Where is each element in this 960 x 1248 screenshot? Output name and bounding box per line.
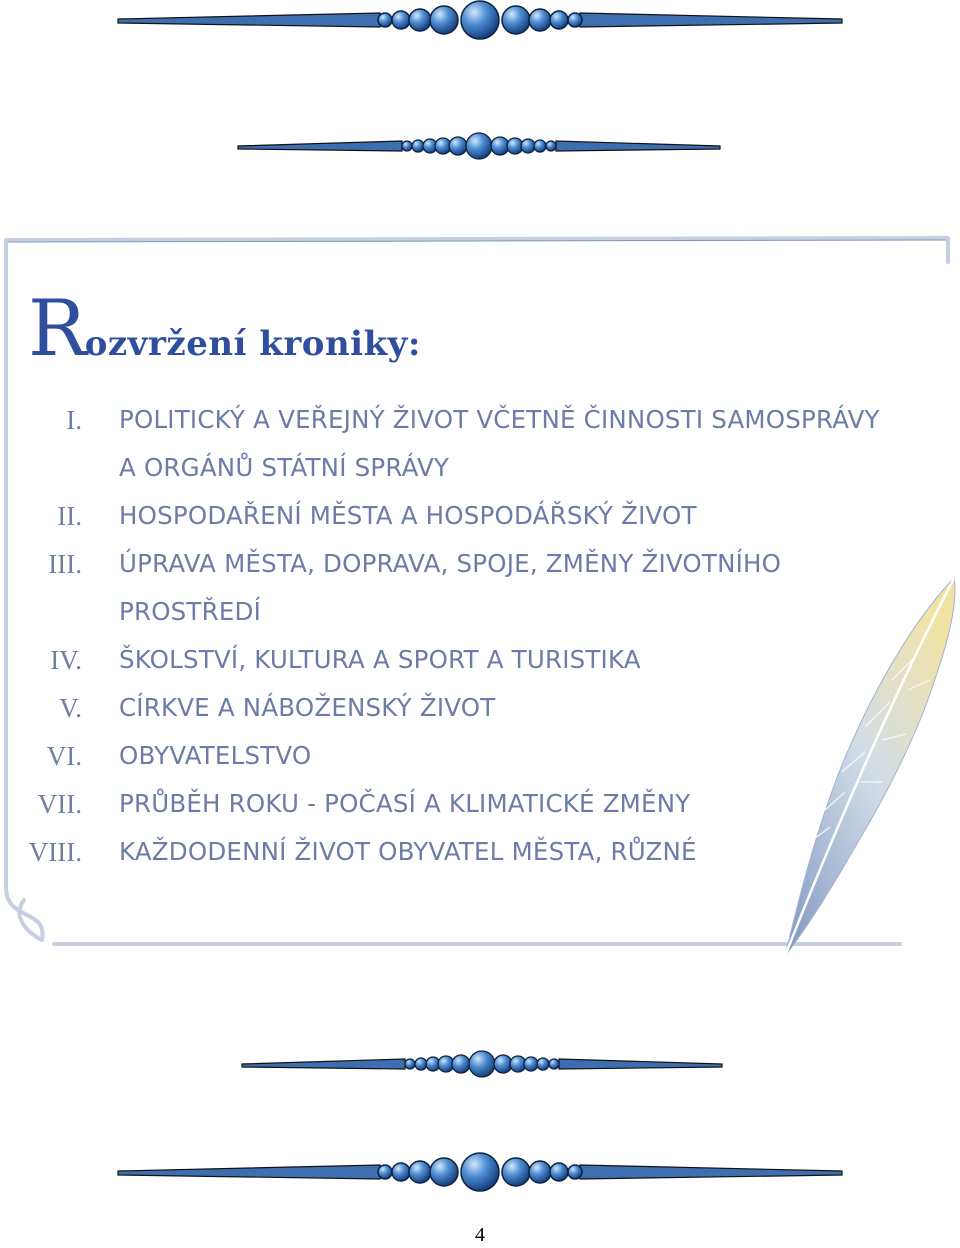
list-item (0, 540, 900, 636)
section-number: VII. (37, 789, 82, 819)
chronicle-sections-list (0, 396, 900, 876)
section-number: I. (66, 405, 82, 435)
top-ornament (0, 0, 960, 44)
chronicle-outline-title (28, 284, 421, 374)
section-title: ŠKOLSTVÍ, KULTURA A SPORT A TURISTIKA (119, 645, 641, 674)
bottom-ornament (0, 1150, 960, 1194)
list-item (0, 492, 900, 540)
title-initial: R (28, 284, 85, 374)
list-item (0, 828, 900, 876)
section-number: V. (59, 693, 82, 723)
section-title: OBYVATELSTVO (119, 741, 312, 770)
section-number: III. (48, 549, 82, 579)
section-title: ÚPRAVA MĚSTA, DOPRAVA, SPOJE, ZMĚNY ŽIVOTNÍHO PROSTŘEDÍ (119, 549, 782, 626)
bottom-ornament-small (0, 1046, 960, 1082)
page-number: 4 (475, 1224, 485, 1246)
section-title: KAŽDODENNÍ ŽIVOT OBYVATEL MĚSTA, RŮZNÉ (119, 837, 697, 866)
list-item (0, 396, 900, 492)
list-item (0, 636, 900, 684)
section-number: IV. (50, 645, 82, 675)
list-item (0, 684, 900, 732)
section-title: CÍRKVE A NÁBOŽENSKÝ ŽIVOT (119, 693, 496, 722)
section-number: II. (57, 501, 82, 531)
top-ornament-small (0, 128, 960, 164)
section-title: POLITICKÝ A VEŘEJNÝ ŽIVOT VČETNĚ ČINNOSTI SAMOSPRÁVY A ORGÁNŮ STÁTNÍ SPRÁVY (119, 405, 880, 482)
section-number: VI. (46, 741, 82, 771)
list-item (0, 732, 900, 780)
list-item (0, 780, 900, 828)
section-number: VIII. (28, 837, 82, 867)
section-title: PRŮBĚH ROKU - POČASÍ A KLIMATICKÉ ZMĚNY (119, 789, 691, 818)
title-text: ozvržení kroniky: (84, 324, 421, 364)
section-title: HOSPODAŘENÍ MĚSTA A HOSPODÁŘSKÝ ŽIVOT (119, 501, 697, 530)
